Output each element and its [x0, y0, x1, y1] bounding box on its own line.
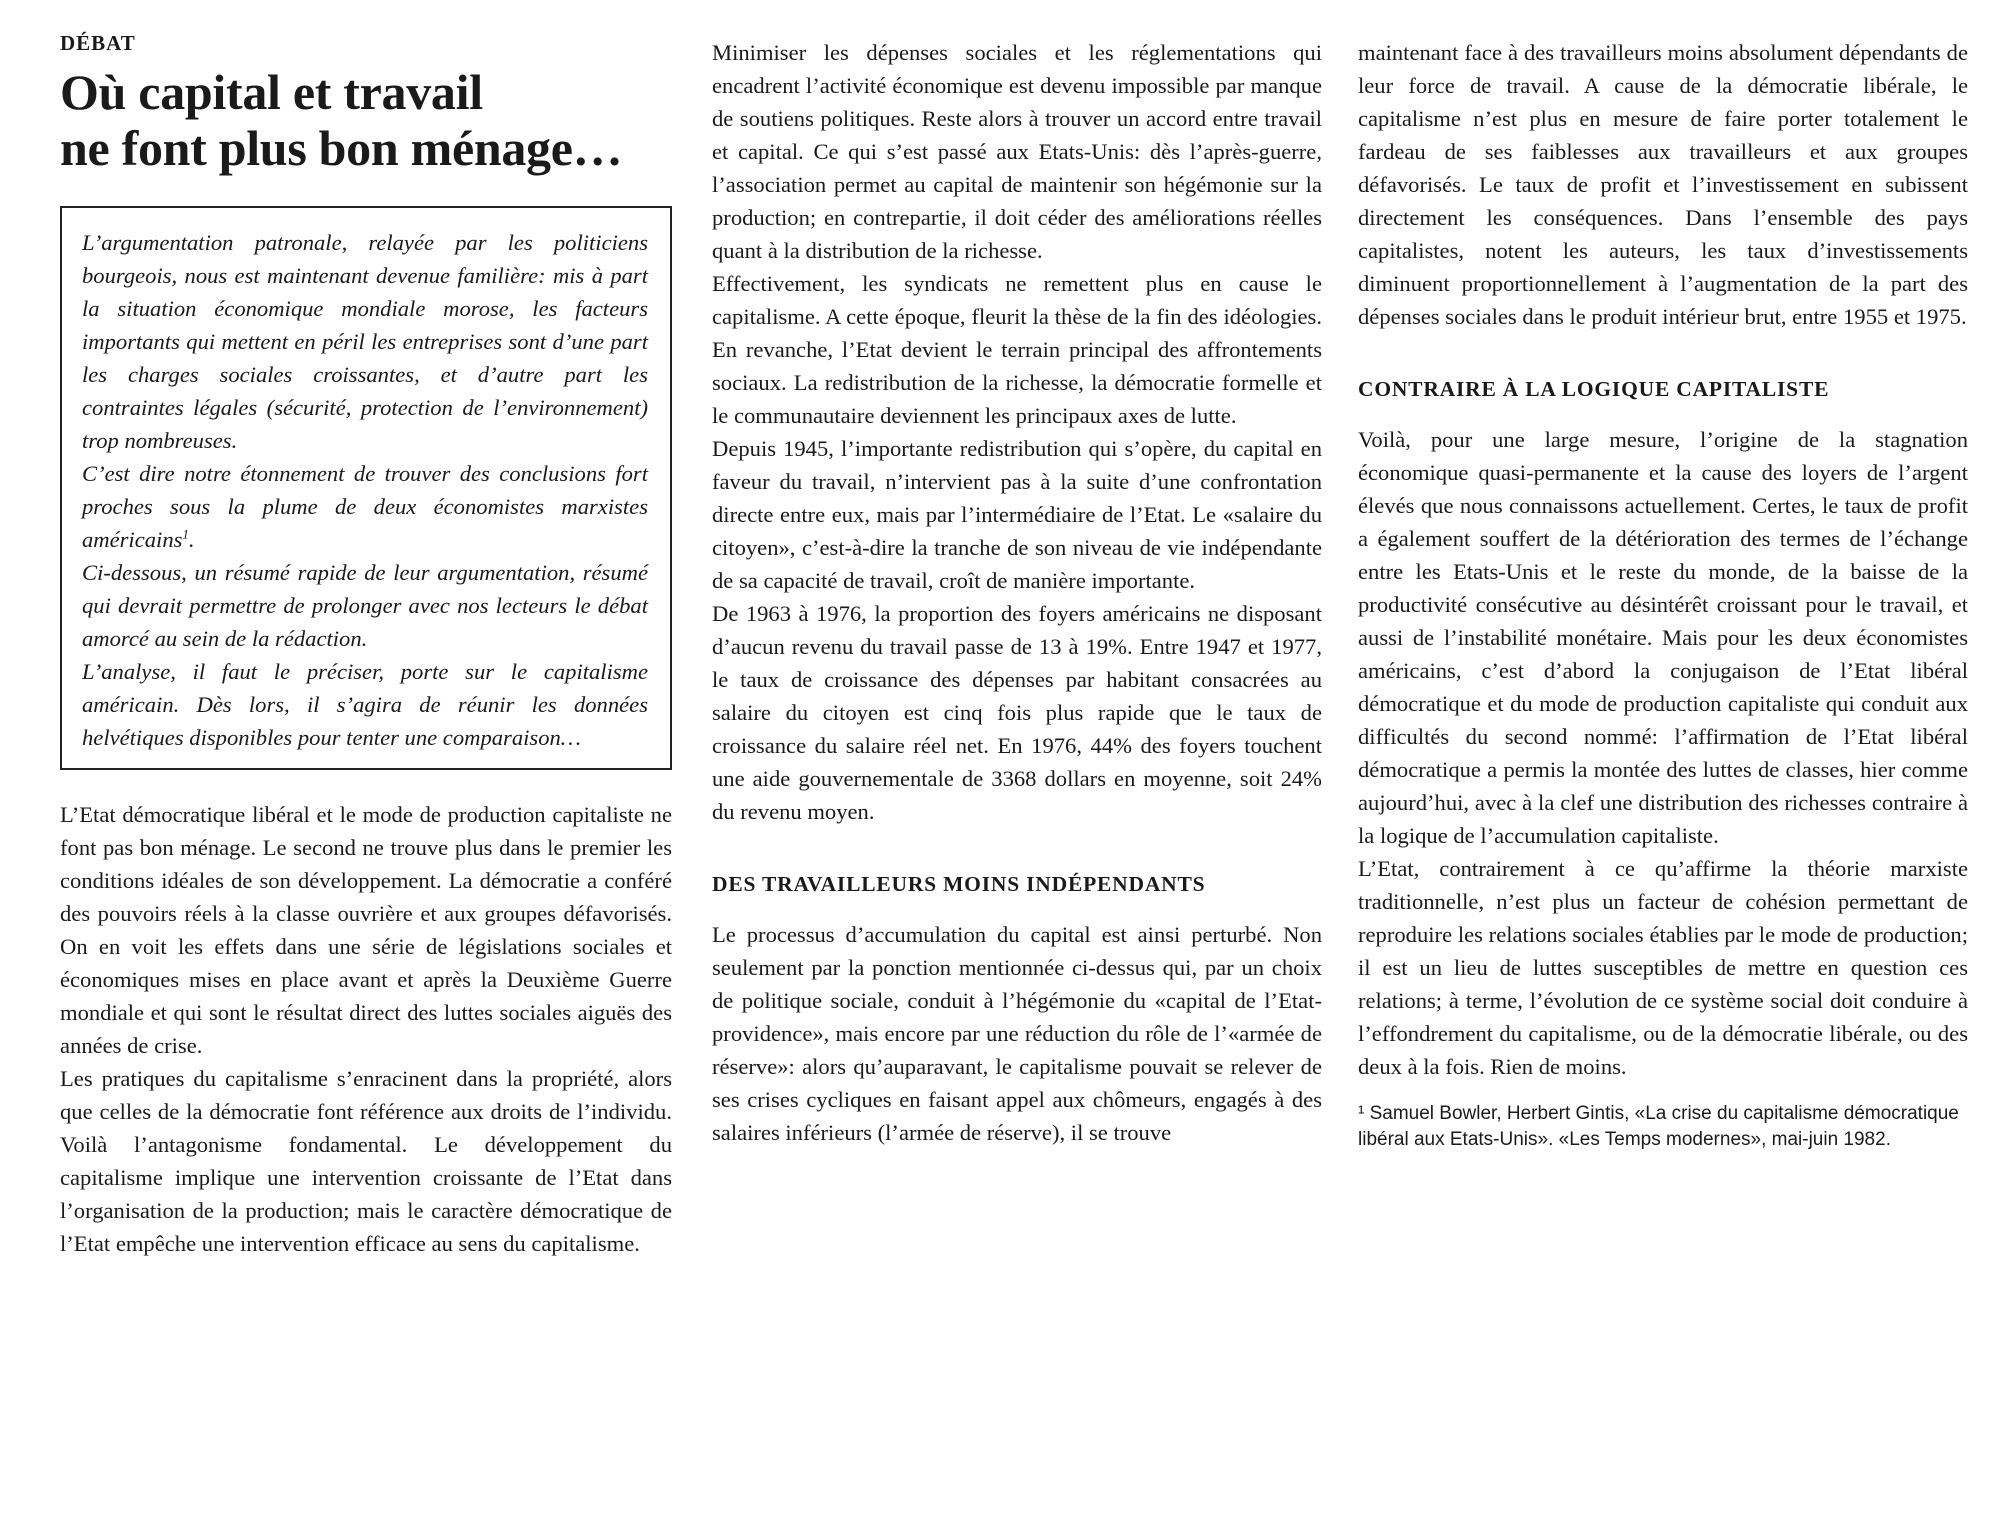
body-paragraph: Voilà, pour une large mesure, l’origine de la stagnation économique quasi-permanente et la cause des loyers de l’argent élevés que nous connaissons actuellement. Certes, le taux de profit a également souffert de la détérioration des termes de l’échange entre les Etats-Unis et le reste du monde, de la baisse de la productivité consécutive au désintérêt croissant pour le travail, et aussi de l’instabilité monétaire. Mais pour les deux économistes américains, c’est d’abord la conjugaison de l’Etat libéral démocratique et du mode de production capitaliste qui conduit aux difficultés du second nommé: l’affirmation de l’Etat libéral démocratique a permis la montée des luttes de classes, hier comme aujourd’hui, avec à la clef une distribution des richesses contraire à la logique de l’accumulation capitaliste.: [1358, 427, 1968, 848]
footnote: ¹ Samuel Bowler, Herbert Gintis, «La crise du capitalisme démocratique libéral aux Etats-Unis». «Les Temps modernes», mai-juin 1982.: [1358, 1103, 1959, 1150]
column-2: [712, 36, 1322, 1149]
body-paragraph: Minimiser les dépenses sociales et les réglementations qui encadrent l’activité économique est devenu impossible par manque de soutiens politiques. Reste alors à trouver un accord entre travail et capital. Ce qui s’est passé aux Etats-Unis: dès l’après-guerre, l’association permet au capital de maintenir son hégémonie sur la production; en contrepartie, il doit céder des améliorations réelles quant à la distribution de la richesse.: [712, 40, 1322, 263]
intro-text: C’est dire notre étonnement de trouver des conclusions fort proches sous la plume de deux économistes marxistes américains: [82, 461, 648, 552]
intro-paragraph: C’est dire notre étonnement de trouver des conclusions fort proches sous la plume de deux économistes marxistes américains$^1$.: [82, 461, 648, 552]
body-paragraph: Depuis 1945, l’importante redistribution qui s’opère, du capital en faveur du travail, n’intervient pas à la suite d’une confrontation directe entre eux, mais par l’intermédiaire de l’Etat. Le «salaire du citoyen», c’est-à-dire la tranche de son niveau de vie indépendante de sa capacité de travail, croît de manière importante.: [712, 436, 1322, 593]
body-paragraph: Le processus d’accumulation du capital est ainsi perturbé. Non seulement par la ponction mentionnée ci-dessus qui, par un choix de politique sociale, conduit à l’hégémonie du «capital de l’Etat-providence», mais encore par une réduction du rôle de l’«armée de réserve»: alors qu’auparavant, le capitalisme pouvait se relever de ses crises cycliques en faisant appel aux chômeurs, engagés à des salaires inférieurs (l’armée de réserve), il se trouve: [712, 922, 1322, 1145]
title-line-1: Où capital et travail: [60, 64, 483, 120]
body-paragraph: L’Etat démocratique libéral et le mode de production capitaliste ne font pas bon ménage. Le second ne trouve plus dans le premier les conditions idéales de son développement. La démocratie a conféré des pouvoirs réels à la classe ouvrière et aux groupes défavorisés. On en voit les effets dans une série de législations sociales et économiques mises en place avant et après la Deuxième Guerre mondiale et qui sont le résultat direct des luttes sociales aiguës des années de crise.: [60, 802, 672, 1058]
intro-paragraph: L’argumentation patronale, relayée par les politiciens bourgeois, nous est maintenant devenue familière: mis à part la situation économique mondiale morose, les facteurs importants qui mettent en péril les entreprises sont d’une part les charges sociales croissantes, et d’autre part les contraintes légales (sécurité, protection de l’environnement) trop nombreuses.: [82, 230, 648, 453]
intro-paragraph: Ci-dessous, un résumé rapide de leur argumentation, résumé qui devrait permettre de prolonger avec nos lecteurs le débat amorcé au sein de la rédaction.: [82, 560, 648, 651]
body-paragraph: maintenant face à des travailleurs moins absolument dépendants de leur force de travail. A cause de la démocratie libérale, le capitalisme n’est plus en mesure de faire porter totalement le fardeau de ses faiblesses aux travailleurs et aux groupes défavorisés. Le taux de profit et l’investissement en subissent directement les conséquences. Dans l’ensemble des pays capitalistes, notent les auteurs, les taux d’investissements diminuent proportionnellement à l’augmentation de la part des dépenses sociales dans le produit intérieur brut, entre 1955 et 1975.: [1358, 40, 1968, 329]
footnote-reference: 1: [182, 526, 189, 542]
intro-paragraph: L’analyse, il faut le préciser, porte sur le capitalisme américain. Dès lors, il s’agira de réunir les données helvétiques disponibles pour tenter une comparaison…: [82, 659, 648, 750]
kicker: DÉBAT: [60, 31, 136, 55]
body-paragraph: Les pratiques du capitalisme s’enracinent dans la propriété, alors que celles de la démocratie font référence aux droits de l’individu. Voilà l’antagonisme fondamental. Le développement du capitalisme implique une intervention croissante de l’Etat dans l’organisation de la production; mais le caractère démocratique de l’Etat empêche une intervention efficace au sens du capitalisme.: [60, 1066, 672, 1256]
section-heading-2: CONTRAIRE À LA LOGIQUE CAPITALISTE: [1358, 377, 1830, 401]
column-3: [1358, 36, 1968, 1153]
column-1: [60, 30, 672, 1260]
intro-box: [60, 206, 672, 770]
body-paragraph: Effectivement, les syndicats ne remettent plus en cause le capitalisme. A cette époque, fleurit la thèse de la fin des idéologies. En revanche, l’Etat devient le terrain principal des affrontements sociaux. La redistribution de la richesse, la démocratie formelle et le communautaire deviennent les principaux axes de lutte.: [712, 271, 1322, 428]
title-line-2: ne font plus bon ménage…: [60, 120, 623, 176]
body-paragraph: L’Etat, contrairement à ce qu’affirme la théorie marxiste traditionnelle, n’est plus un facteur de cohésion permettant de reproduire les relations sociales établies par le mode de production; il est un lieu de luttes susceptibles de mettre en question ces relations; à terme, l’évolution de ce système social doit conduire à l’effondrement du capitalisme, ou de la démocratie libérale, ou des deux à la fois. Rien de moins.: [1358, 856, 1968, 1079]
body-paragraph: De 1963 à 1976, la proportion des foyers américains ne disposant d’aucun revenu du travail passe de 13 à 19%. Entre 1947 et 1977, le taux de croissance des dépenses par habitant consacrées au salaire du citoyen est cinq fois plus rapide que le taux de croissance du salaire réel net. En 1976, 44% des foyers touchent une aide gouvernementale de 3368 dollars en moyenne, soit 24% du revenu moyen.: [712, 601, 1322, 824]
section-heading-1: DES TRAVAILLEURS MOINS INDÉPENDANTS: [712, 872, 1206, 896]
page-title: [60, 64, 672, 176]
column-1-body: [60, 798, 672, 1260]
